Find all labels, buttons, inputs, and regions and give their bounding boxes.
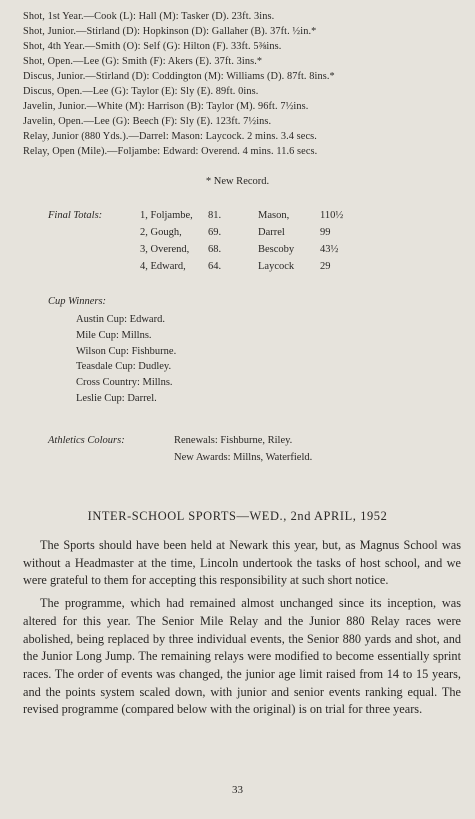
- place-name: 4, Edward,: [140, 261, 186, 272]
- result-line: Relay, Junior (880 Yds.).—Darrel: Mason: Laycock. 2 mins. 3.4 secs.: [23, 131, 317, 142]
- house-name: Laycock: [258, 261, 295, 272]
- house-points: 29: [320, 261, 331, 272]
- house-points: 43½: [320, 244, 339, 255]
- article-body: [23, 537, 461, 724]
- cup-winners: [48, 296, 176, 407]
- field-event-results: [23, 9, 463, 159]
- body-paragraph: The Sports should have been held at Newark this year, but, as Magnus School was without a Headmaster at the time, Lincoln undertook the tasks of host school, and we were grateful to them for accepting this responsibility at such short notice.: [23, 538, 461, 588]
- cup-winner-item: Austin Cup: Edward.: [76, 314, 165, 325]
- place-points: 81.: [208, 210, 222, 221]
- house-name: Darrel: [258, 227, 285, 238]
- place-name: 3, Overend,: [140, 244, 190, 255]
- result-line: Javelin, Open.—Lee (G): Beech (F): Sly (E). 123ft. 7½ins.: [23, 116, 272, 127]
- result-line: Shot, Junior.—Stirland (D): Hopkinson (D): Gallaher (B). 37ft. ½in.*: [23, 26, 317, 37]
- result-line: Discus, Open.—Lee (G): Taylor (E): Sly (E). 89ft. 0ins.: [23, 86, 259, 97]
- cup-winner-item: Wilson Cup: Fishburne.: [76, 345, 177, 357]
- place-points: 68.: [208, 244, 222, 255]
- house-name: Mason,: [258, 210, 290, 221]
- cup-winner-item: Cross Country: Millns.: [76, 377, 173, 389]
- colours-new-awards: New Awards: Millns, Waterfield.: [174, 452, 313, 463]
- result-line: Discus, Junior.—Stirland (D): Coddington (M): Williams (D). 87ft. 8ins.*: [23, 71, 335, 82]
- cup-winner-item: Teasdale Cup: Dudley.: [76, 361, 172, 373]
- place-name: 1, Foljambe,: [140, 210, 193, 221]
- place-name: 2, Gough,: [140, 227, 182, 238]
- section-heading: INTER-SCHOOL SPORTS—WED., 2nd APRIL, 1952: [87, 509, 388, 523]
- house-name: Bescoby: [258, 244, 295, 255]
- house-points: 110½: [320, 210, 344, 221]
- new-record-note: * New Record.: [205, 176, 270, 187]
- cup-winner-item: Leslie Cup: Darrel.: [76, 392, 157, 404]
- body-paragraph: The programme, which had remained almost unchanged since its inception, was altered for this year. The Senior Mile Relay and the Junior 880 Relay races were abolished, being replaced by three individual events, the Senior 880 yards and shot, and the Junior Long Jump. The remaining relays were modified to become essentially sprint races. The order of events was changed, the junior age limit raised from 14 to 15 years, and the points system scaled down, with junior and senior events ranking equal. The revised programme (compared below with the original) is on trial for three years.: [23, 596, 461, 717]
- cup-winners-heading: Cup Winners:: [48, 296, 107, 307]
- house-points: 99: [320, 227, 331, 238]
- place-points: 69.: [208, 227, 222, 238]
- page-number: 33: [232, 784, 243, 796]
- result-line: Shot, Open.—Lee (G): Smith (F): Akers (E). 37ft. 3ins.*: [23, 56, 263, 67]
- final-totals-label: Final Totals:: [48, 210, 103, 221]
- cup-winner-item: Mile Cup: Millns.: [76, 329, 152, 341]
- place-points: 64.: [208, 261, 222, 272]
- result-line: Shot, 4th Year.—Smith (O): Self (G): Hilton (F). 33ft. 5⅜ins.: [23, 41, 282, 52]
- colours-renewals: Renewals: Fishburne, Riley.: [174, 435, 293, 446]
- result-line: Javelin, Junior.—White (M): Harrison (B): Taylor (M). 96ft. 7½ins.: [23, 101, 309, 112]
- athletics-colours-label: Athletics Colours:: [48, 435, 125, 446]
- result-line: Relay, Open (Mile).—Foljambe: Edward: Overend. 4 mins. 11.6 secs.: [23, 146, 318, 157]
- result-line: Shot, 1st Year.—Cook (L): Hall (M): Tasker (D). 23ft. 3ins.: [23, 11, 275, 22]
